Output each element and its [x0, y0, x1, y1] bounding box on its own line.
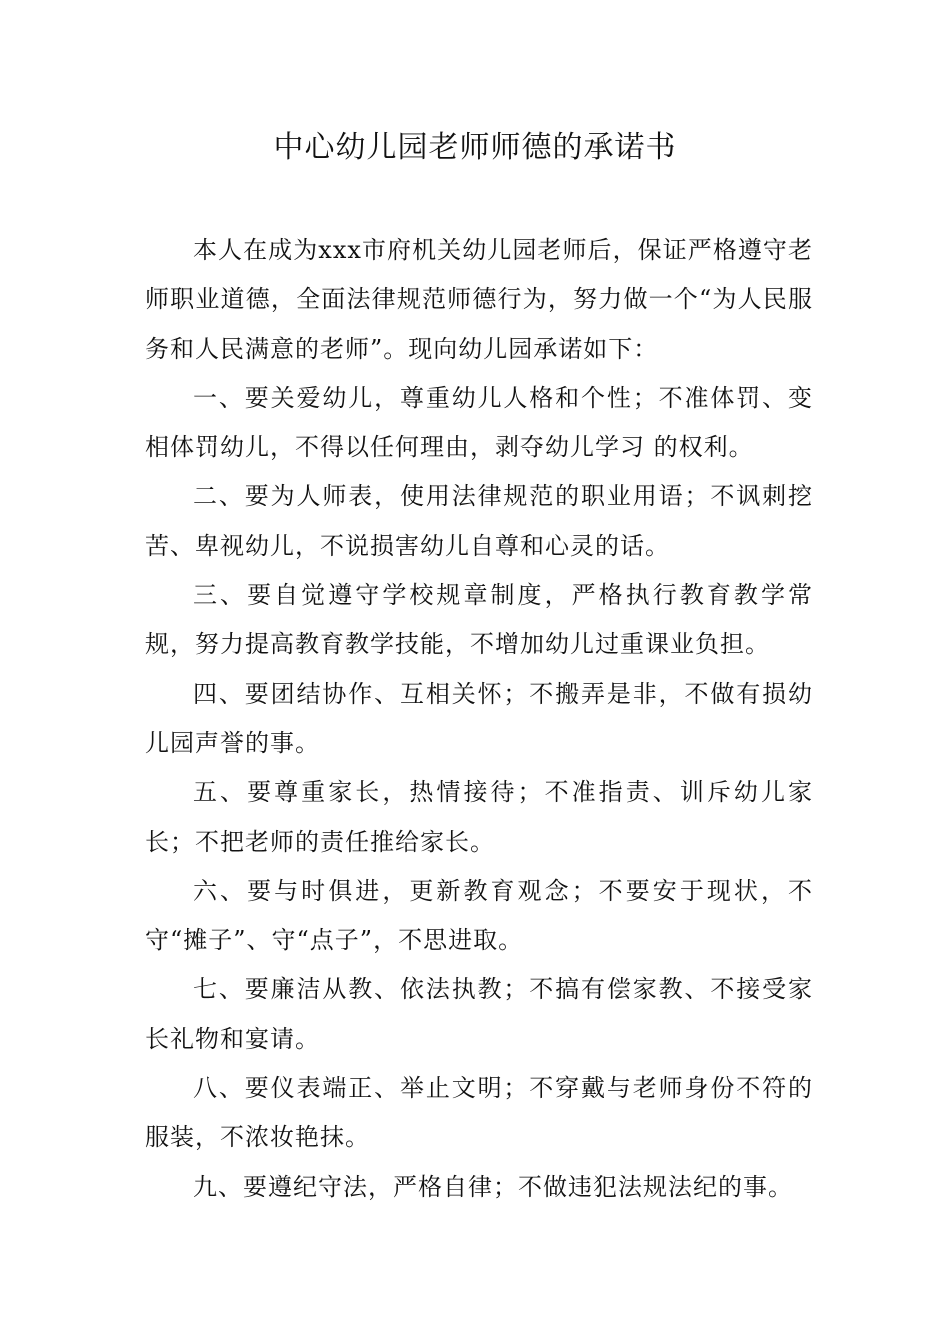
pledge-item-4: 四、要团结协作、互相关怀；不搬弄是非，不做有损幼儿园声誉的事。	[145, 679, 813, 757]
pledge-item-6: 六、要与时俱进，更新教育观念；不要安于现状，不守“摊子”、守“点子”，不思进取。	[145, 876, 813, 955]
pledge-item-5: 五、要尊重家长，热情接待；不准指责、训斥幼儿家长；不把老师的责任推给家长。	[145, 778, 813, 856]
document-title: 中心幼儿园老师师德的承诺书	[273, 130, 677, 165]
pledge-item-2: 二、要为人师表，使用法律规范的职业用语；不讽刺挖苦、卑视幼儿，不说损害幼儿自尊和心灵的话。	[145, 482, 813, 560]
pledge-item-9: 九、要遵纪守法，严格自律；不做违犯法规法纪的事。	[193, 1172, 793, 1201]
pledge-item-1: 一、要关爱幼儿，尊重幼儿人格和个性；不准体罚、变相体罚幼儿，不得以任何理由，剥夺幼儿学习 的权利。	[145, 383, 813, 462]
intro-paragraph: 本人在成为xxx市府机关幼儿园老师后，保证严格遵守老师职业道德，全面法律规范师德行为，努力做一个“为人民服务和人民满意的老师”。现向幼儿园承诺如下：	[145, 236, 813, 363]
pledge-item-8: 八、要仪表端正、举止文明；不穿戴与老师身份不符的服装，不浓妆艳抹。	[145, 1074, 813, 1152]
pledge-item-3: 三、要自觉遵守学校规章制度，严格执行教育教学常规，努力提高教育教学技能，不增加幼儿过重课业负担。	[145, 581, 813, 659]
document-body	[145, 226, 813, 1212]
pledge-item-7: 七、要廉洁从教、依法执教；不搞有偿家教、不接受家长礼物和宴请。	[145, 975, 813, 1053]
